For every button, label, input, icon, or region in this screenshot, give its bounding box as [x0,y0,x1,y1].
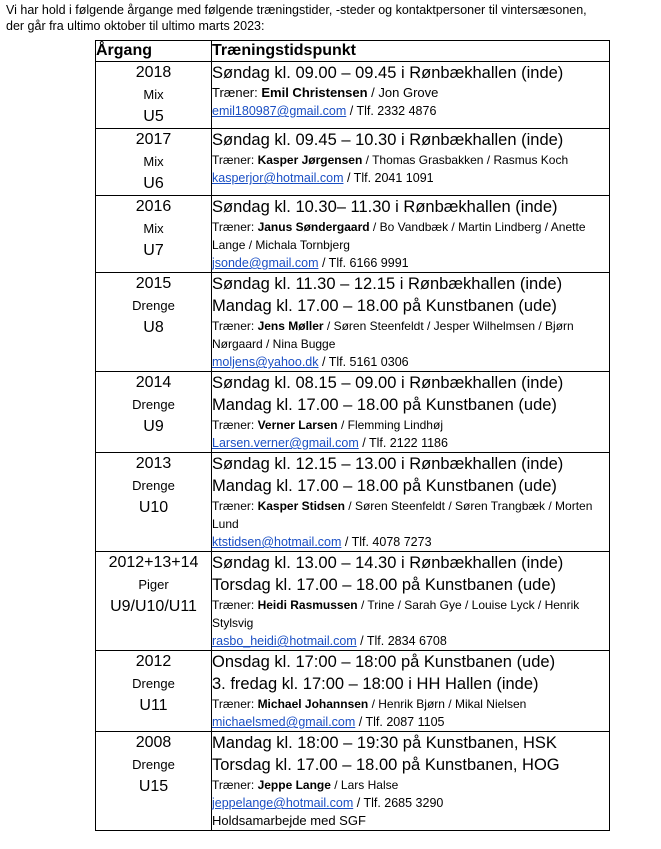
head-trainer: Verner Larsen [257,418,338,432]
head-trainer: Michael Johannsen [257,697,369,711]
birth-year: 2018 [135,64,172,81]
email-link[interactable]: emil180987@gmail.com [212,104,347,118]
phone-number: / Tlf. 2685 3290 [353,796,444,810]
assistant-trainers: / Thomas Grasbakken / Rasmus Koch [362,153,569,167]
trainer-line [212,317,609,353]
table-row [96,62,610,129]
head-trainer: Janus Søndergaard [257,220,370,234]
contact-line [212,353,609,371]
trainer-label: Træner: [212,85,262,100]
age-group-cell [96,651,212,732]
schedule-cell [212,453,610,552]
training-time: Søndag kl. 13.00 – 14.30 i Rønbækhallen (inde) [212,554,564,572]
contact-line [212,794,609,812]
head-trainer: Emil Christensen [261,85,368,100]
training-time: Mandag kl. 17.00 – 18.00 på Kunstbanen (ude) [212,477,557,495]
trainer-label: Træner: [212,418,258,432]
team-name: U15 [138,778,169,795]
training-time: Torsdag kl. 17.00 – 18.00 på Kunstbanen, HOG [212,756,560,774]
phone-number: / Tlf. 2332 4876 [346,104,437,118]
trainer-label: Træner: [212,598,258,612]
table-row [96,196,610,273]
trainer-line [212,416,609,434]
table-row [96,129,610,196]
email-link[interactable]: moljens@yahoo.dk [212,355,319,369]
phone-number: / Tlf. 2122 1186 [358,436,448,450]
group-type: Mix [143,154,164,169]
team-name: U9 [143,418,164,435]
head-trainer: Kasper Stidsen [257,499,345,513]
assistant-trainers: / Søren Steenfeldt / Søren Trangbæk / Morten Lund [212,499,593,531]
trainer-line [212,218,609,254]
schedule-cell [212,732,610,831]
head-trainer: Kasper Jørgensen [257,153,363,167]
phone-number: / Tlf. 6166 9991 [318,256,409,270]
table-row [96,453,610,552]
team-name: U9/U10/U11 [110,598,197,615]
table-row [96,651,610,732]
phone-number: / Tlf. 4078 7273 [341,535,432,549]
age-group-cell [96,732,212,831]
head-trainer: Heidi Rasmussen [257,598,358,612]
table-row [96,732,610,831]
group-type: Drenge [132,478,175,493]
header-argang: Årgang [96,41,212,62]
group-type: Drenge [132,757,175,772]
trainer-line [212,695,609,713]
contact-line [212,632,609,650]
birth-year: 2016 [135,198,172,215]
contact-line [212,169,609,187]
contact-line [212,254,609,272]
training-time: Onsdag kl. 17:00 – 18:00 på Kunstbanen (ude) [212,653,556,671]
birth-year: 2012+13+14 [108,554,199,571]
team-name: U5 [143,108,164,125]
training-time: Mandag kl. 17.00 – 18.00 på Kunstbanen (ude) [212,297,557,315]
header-traeningstidspunkt: Træningstidspunkt [212,41,610,62]
trainer-label: Træner: [212,153,258,167]
assistant-trainers: / Henrik Bjørn / Mikal Nielsen [368,697,527,711]
email-link[interactable]: jsonde@gmail.com [212,256,319,270]
training-time: Søndag kl. 12.15 – 13.00 i Rønbækhallen (inde) [212,455,564,473]
team-name: U11 [139,697,168,714]
birth-year: 2013 [135,455,172,472]
trainer-line [212,84,609,102]
schedule-table [95,40,610,831]
birth-year: 2015 [135,275,172,292]
group-type: Drenge [132,397,175,412]
birth-year: 2012 [135,653,172,670]
schedule-cell [212,552,610,651]
trainer-line [212,596,609,632]
assistant-trainers: / Søren Steenfeldt / Jesper Wilhelmsen / Bjørn Nørgaard / Nina Bugge [212,319,574,351]
birth-year: 2014 [135,374,172,391]
schedule-cell [212,651,610,732]
group-type: Drenge [132,676,175,691]
training-time: Torsdag kl. 17.00 – 18.00 på Kunstbanen (ude) [212,576,556,594]
age-group-cell [96,62,212,129]
email-link[interactable]: rasbo_heidi@hotmail.com [212,634,357,648]
contact-line [212,102,609,120]
team-name: U6 [143,175,164,192]
trainer-label: Træner: [212,319,258,333]
age-group-cell [96,196,212,273]
age-group-cell [96,273,212,372]
team-name: U7 [143,242,164,259]
email-link[interactable]: ktstidsen@hotmail.com [212,535,342,549]
group-type: Drenge [132,298,175,313]
assistant-trainers: / Bo Vandbæk / Martin Lindberg / Anette Lange / Michala Tornbjerg [212,220,586,252]
training-time: Søndag kl. 11.30 – 12.15 i Rønbækhallen (inde) [212,275,563,293]
training-time: Mandag kl. 18:00 – 19:30 på Kunstbanen, HSK [212,734,557,752]
team-name: U8 [143,319,164,336]
intro-line-1: Vi har hold i følgende årgange med følgende træningstider, -steder og kontaktpersoner til vintersæsonen, [6,3,587,17]
phone-number: / Tlf. 2041 1091 [343,171,434,185]
birth-year: 2008 [135,734,172,751]
training-time: Søndag kl. 10.30– 11.30 i Rønbækhallen (inde) [212,198,558,216]
age-group-cell [96,129,212,196]
trainer-label: Træner: [212,220,258,234]
trainer-line [212,776,609,794]
email-link[interactable]: jeppelange@hotmail.com [212,796,354,810]
schedule-cell [212,129,610,196]
schedule-cell [212,273,610,372]
trainer-label: Træner: [212,778,258,792]
phone-number: / Tlf. 5161 0306 [318,355,409,369]
trainer-label: Træner: [212,697,258,711]
table-row [96,552,610,651]
training-time: Søndag kl. 09.00 – 09.45 i Rønbækhallen (inde) [212,64,564,82]
phone-number: / Tlf. 2087 1105 [355,715,445,729]
trainer-line [212,151,609,169]
training-time: Søndag kl. 09.45 – 10.30 i Rønbækhallen (inde) [212,131,564,149]
head-trainer: Jens Møller [257,319,324,333]
schedule-cell [212,196,610,273]
head-trainer: Jeppe Lange [257,778,331,792]
contact-line [212,713,609,731]
phone-number: / Tlf. 2834 6708 [356,634,447,648]
intro-text [6,2,656,34]
email-link[interactable]: michaelsmed@gmail.com [212,715,356,729]
age-group-cell [96,552,212,651]
assistant-trainers: / Flemming Lindhøj [337,418,443,432]
age-group-cell [96,372,212,453]
birth-year: 2017 [135,131,172,148]
trainer-label: Træner: [212,499,258,513]
table-row [96,372,610,453]
email-link[interactable]: Larsen.verner@gmail.com [212,436,359,450]
schedule-cell [212,372,610,453]
age-group-cell [96,453,212,552]
trainer-line [212,497,609,533]
schedule-cell [212,62,610,129]
training-time: 3. fredag kl. 17:00 – 18:00 i HH Hallen (inde) [212,675,539,693]
email-link[interactable]: kasperjor@hotmail.com [212,171,344,185]
team-name: U10 [138,499,169,516]
assistant-trainers: / Lars Halse [330,778,399,792]
team-note: Holdsamarbejde med SGF [212,813,366,828]
contact-line [212,533,609,551]
training-time: Mandag kl. 17.00 – 18.00 på Kunstbanen (ude) [212,396,557,414]
intro-line-2: der går fra ultimo oktober til ultimo marts 2023: [6,19,265,33]
assistant-trainers: / Jon Grove [367,85,439,100]
training-time: Søndag kl. 08.15 – 09.00 i Rønbækhallen (inde) [212,374,564,392]
table-row [96,273,610,372]
header-row [96,41,610,62]
contact-line [212,434,609,452]
assistant-trainers: / Trine / Sarah Gye / Louise Lyck / Henrik Stylsvig [212,598,580,630]
group-type: Mix [143,221,164,236]
group-type: Piger [138,577,169,592]
group-type: Mix [143,87,164,102]
